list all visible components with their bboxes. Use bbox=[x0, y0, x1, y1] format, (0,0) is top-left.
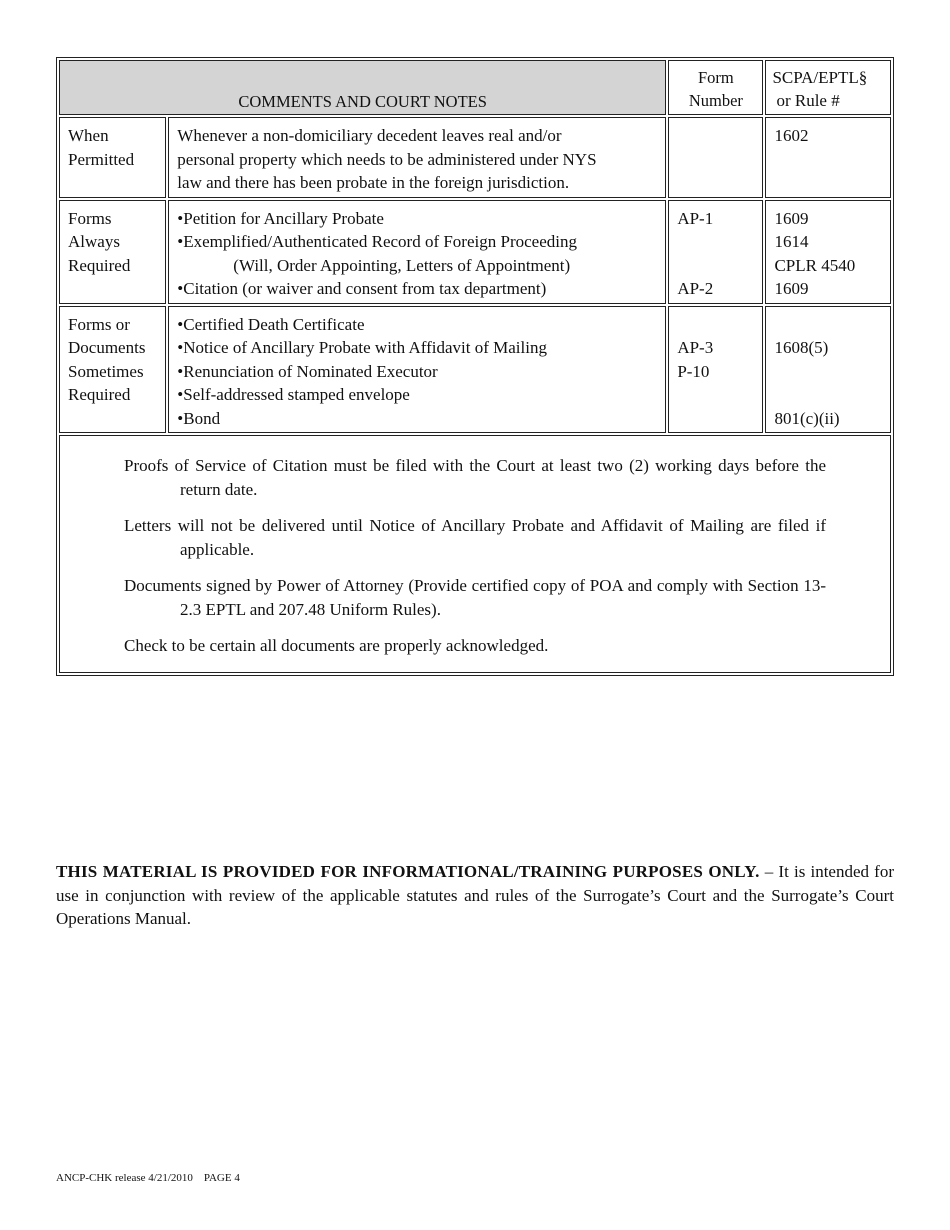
notes-row bbox=[59, 435, 891, 673]
table-row bbox=[59, 306, 891, 434]
footer-page-number: PAGE 4 bbox=[203, 1172, 240, 1184]
form-header-line1: Form bbox=[698, 68, 734, 87]
note-power-of-attorney: Documents signed by Power of Attorney (Provide certified copy of POA and comply with Section 13-2.3 EPTL and 207.48 Uniform Rules). bbox=[124, 576, 826, 619]
row-rules: 1608(5) 801(c)(ii) bbox=[765, 306, 891, 434]
row-forms: AP-3 P-10 bbox=[668, 306, 763, 434]
row-content: Whenever a non-domiciliary decedent leaves real and/or personal property which needs to be administered under NYS law and there has been probate in the foreign jurisdiction. bbox=[168, 117, 666, 198]
form-header-line2: Number bbox=[688, 90, 743, 110]
row-forms bbox=[668, 117, 763, 198]
row-content: •Petition for Ancillary Probate •Exemplified/Authenticated Record of Foreign Proceeding (Will, Order Appointing, Letters of Appointment) •Citation (or waiver and consent from tax department) bbox=[168, 200, 666, 304]
row-content: •Certified Death Certificate •Notice of Ancillary Probate with Affidavit of Mailing •Renunciation of Nominated Executor •Self-addressed stamped envelope •Bond bbox=[168, 306, 666, 434]
comments-header-label: COMMENTS AND COURT NOTES bbox=[238, 91, 487, 111]
note-letters-delivery: Letters will not be delivered until Notice of Ancillary Probate and Affidavit of Mailing are filed if applicable. bbox=[124, 516, 826, 559]
row-rules: 1609 1614 CPLR 4540 1609 bbox=[765, 200, 891, 304]
rule-header bbox=[765, 60, 891, 115]
note-acknowledged: Check to be certain all documents are properly acknowledged. bbox=[124, 636, 549, 655]
row-label: When Permitted bbox=[59, 117, 166, 198]
comments-header bbox=[59, 60, 666, 115]
checklist-table-frame bbox=[56, 57, 894, 676]
rule-header-line1: SCPA/EPTL§ bbox=[772, 68, 868, 87]
disclaimer-text: – It is intended for use in conjunction with review of the applicable statutes and rules of the Surrogate’s Court and the Surrogate’s Court Operations Manual. bbox=[56, 862, 894, 928]
rule-header-line2: or Rule # bbox=[776, 90, 840, 110]
row-label: Forms Always Required bbox=[59, 200, 166, 304]
court-notes bbox=[59, 435, 891, 673]
checklist-table bbox=[57, 58, 893, 675]
row-forms: AP-1 AP-2 bbox=[668, 200, 763, 304]
note-proofs-of-service: Proofs of Service of Citation must be filed with the Court at least two (2) working days before the return date. bbox=[124, 456, 826, 499]
row-label: Forms or Documents Sometimes Required bbox=[59, 306, 166, 434]
page-footer bbox=[56, 1172, 240, 1184]
table-header-row bbox=[59, 60, 891, 115]
form-number-header bbox=[668, 60, 763, 115]
footer-release: ANCP-CHK release 4/21/2010 bbox=[56, 1172, 193, 1184]
table-row bbox=[59, 200, 891, 304]
table-row bbox=[59, 117, 891, 198]
disclaimer-paragraph bbox=[56, 860, 894, 931]
row-rules: 1602 bbox=[765, 117, 891, 198]
disclaimer-bold: THIS MATERIAL IS PROVIDED FOR INFORMATIONAL/TRAINING PURPOSES ONLY. bbox=[56, 862, 760, 881]
